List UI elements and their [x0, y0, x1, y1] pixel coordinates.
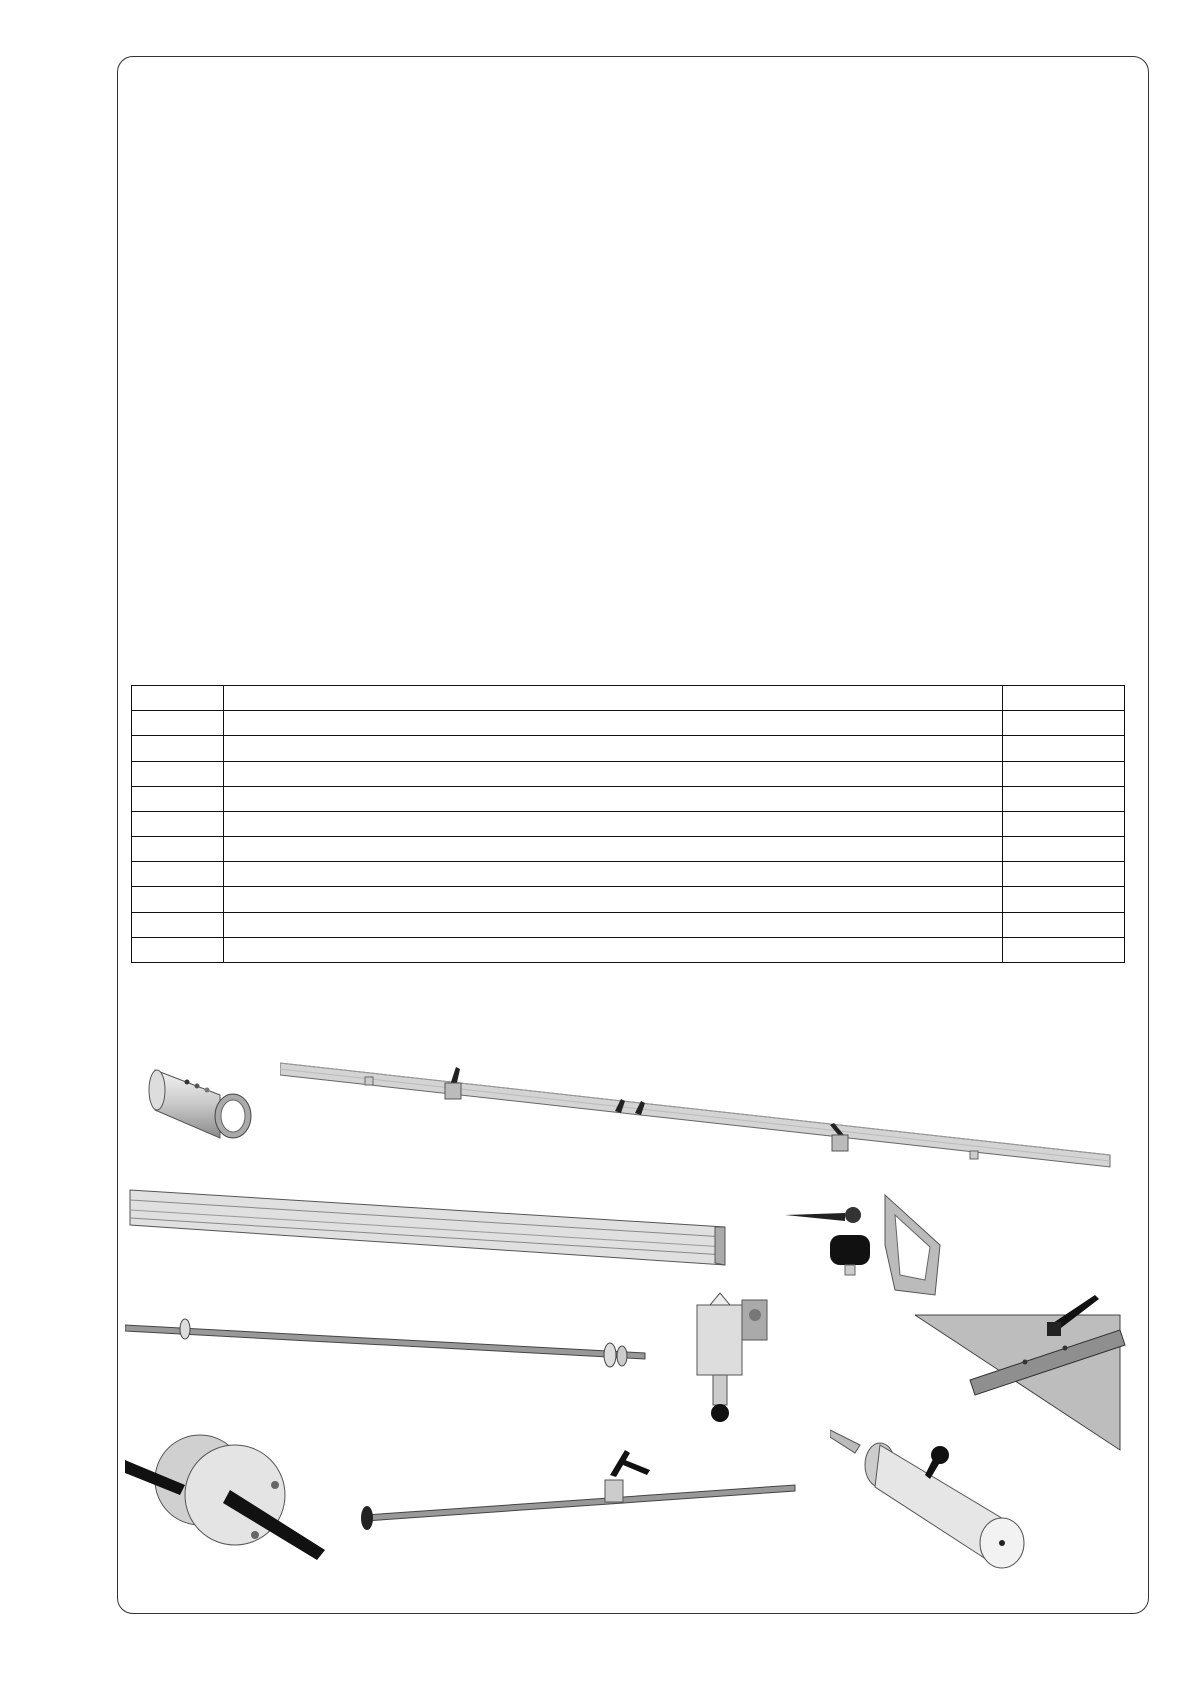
slide-carriage-block-icon: [685, 1285, 785, 1425]
table-cell: [132, 887, 224, 912]
table-cell: [132, 912, 224, 937]
table-cell: [224, 837, 1003, 862]
table-cell: [1003, 937, 1125, 962]
table-cell: [224, 786, 1003, 811]
table-row: [132, 786, 1125, 811]
table-cell: [1003, 912, 1125, 937]
table-cell: [132, 937, 224, 962]
table-cell: [224, 711, 1003, 736]
rod-with-knob-clamp-icon: [355, 1435, 805, 1535]
table-cell: [1003, 761, 1125, 786]
table-cell: [224, 686, 1003, 711]
table-cell: [224, 887, 1003, 912]
table-cell: [132, 711, 224, 736]
table-cell: [132, 786, 224, 811]
table-row: [132, 837, 1125, 862]
table-cell: [224, 937, 1003, 962]
table-cell: [132, 761, 224, 786]
table-row: [132, 711, 1125, 736]
table-cell: [224, 912, 1003, 937]
cylindrical-tool-holder-icon: [830, 1425, 1035, 1585]
table-cell: [224, 862, 1003, 887]
table-row: [132, 912, 1125, 937]
table-row: [132, 811, 1125, 836]
table-row: [132, 761, 1125, 786]
threaded-rod-with-collars-icon: [125, 1315, 655, 1375]
table-cell: [132, 736, 224, 761]
table-cell: [1003, 811, 1125, 836]
table-cell: [1003, 736, 1125, 761]
clamp-with-angle-guide-icon: [785, 1185, 955, 1305]
table-cell: [224, 811, 1003, 836]
table-cell: [1003, 711, 1125, 736]
long-rail-with-clamps-icon: [280, 1055, 1115, 1170]
parts-table: [131, 685, 1125, 963]
pipe-coupler-sleeve-icon: [145, 1050, 255, 1140]
table-cell: [132, 862, 224, 887]
table-cell: [1003, 686, 1125, 711]
table-cell: [132, 837, 224, 862]
table-cell: [132, 811, 224, 836]
table-cell: [1003, 862, 1125, 887]
table-cell: [1003, 837, 1125, 862]
double-profile-rail-icon: [125, 1185, 730, 1275]
table-cell: [132, 686, 224, 711]
table-cell: [224, 736, 1003, 761]
disc-hub-with-handle-icon: [125, 1425, 345, 1575]
table-row: [132, 736, 1125, 761]
table-row: [132, 862, 1125, 887]
table-row: [132, 686, 1125, 711]
parts-illustrations: [125, 1030, 1135, 1610]
table-cell: [1003, 887, 1125, 912]
table-row: [132, 937, 1125, 962]
table-row: [132, 887, 1125, 912]
table-cell: [224, 761, 1003, 786]
table-cell: [1003, 786, 1125, 811]
